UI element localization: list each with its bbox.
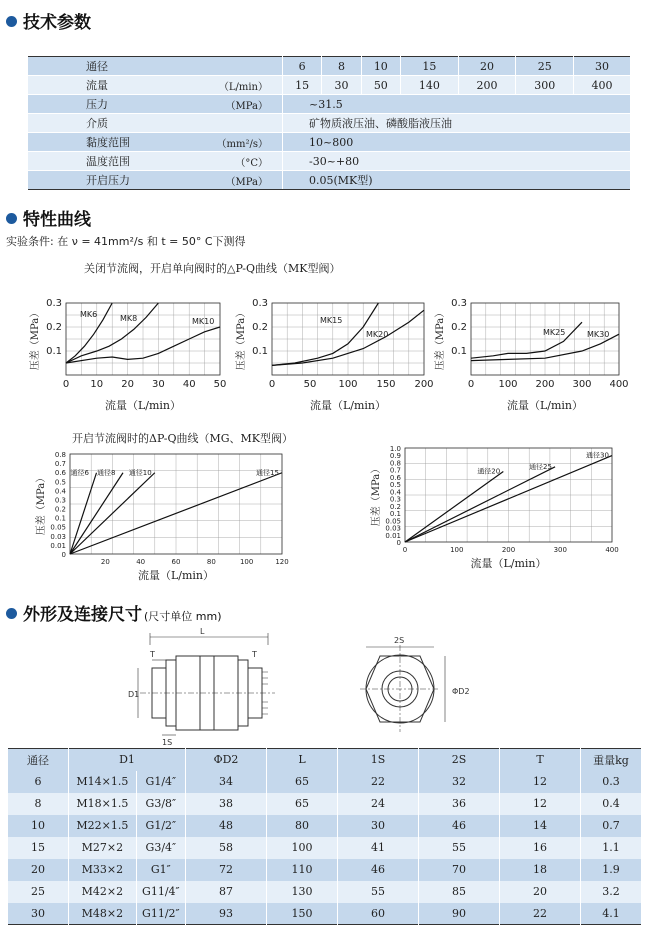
dims-cell: 85: [419, 881, 500, 903]
x-tick-label: 20: [121, 379, 134, 390]
spec-value: 6: [283, 57, 322, 76]
x-tick-label: 100: [239, 558, 254, 566]
spec-value: 0.05(MK型): [283, 171, 631, 190]
spec-value: 50: [361, 76, 400, 95]
dims-cell: 0.4: [581, 793, 642, 815]
label-t-left: T: [150, 650, 155, 659]
dims-cell: 32: [419, 771, 500, 793]
spec-unit: （MPa）: [196, 95, 283, 114]
y-tick-label: 0.1: [389, 510, 401, 519]
series-label: 通径8: [97, 468, 116, 477]
x-tick-label: 100: [450, 546, 464, 554]
x-axis-label: 流量（L/min）: [506, 399, 584, 412]
spec-unit: （MPa）: [196, 171, 283, 190]
y-tick-label: 0.3: [54, 496, 66, 505]
dims-cell: 3.2: [581, 881, 642, 903]
y-tick-label: 0.03: [50, 532, 66, 541]
spec-label: 开启压力: [28, 171, 196, 190]
dims-cell: 48: [186, 815, 267, 837]
spec-value: 300: [516, 76, 574, 95]
y-tick-label: 0.8: [54, 451, 66, 459]
dims-cell: 0.7: [581, 815, 642, 837]
label-2s: 2S: [394, 636, 405, 645]
dims-cell: 30: [8, 903, 69, 925]
dims-cell: 22: [500, 903, 581, 925]
dims-cell: 18: [500, 859, 581, 881]
x-tick-label: 400: [605, 546, 619, 554]
y-axis-label: 压差（MPa）: [36, 472, 47, 536]
dims-cell: 100: [267, 837, 338, 859]
spec-label: 压力: [28, 95, 196, 114]
dims-row: [8, 837, 642, 859]
dims-header: 通径: [8, 749, 69, 771]
x-tick-label: 60: [171, 558, 181, 566]
x-tick-label: 300: [553, 546, 567, 554]
spec-value: ~31.5: [283, 95, 631, 114]
spec-value: 25: [516, 57, 574, 76]
y-tick-label: 0.3: [252, 298, 268, 309]
y-tick-label: 0.01: [385, 531, 401, 540]
x-tick-label: 300: [572, 379, 592, 390]
x-tick-label: 100: [498, 379, 518, 390]
y-tick-label: 0.2: [252, 322, 268, 333]
spec-value: 10~800: [283, 133, 631, 152]
chart-caption-2: 开启节流阀时的ΔP-Q曲线（MG、MK型阀）: [72, 432, 294, 445]
x-tick-label: 200: [501, 546, 516, 554]
dims-cell: 70: [419, 859, 500, 881]
section-title-dims: 外形及连接尺寸 (尺寸单位 mm): [6, 600, 222, 625]
dims-cell: 10: [8, 815, 69, 837]
dims-cell: G3/4″: [136, 837, 185, 859]
dims-table: [8, 748, 642, 925]
y-tick-label: 0.4: [389, 488, 401, 497]
y-tick-label: 0.3: [46, 298, 62, 309]
dims-header: 2S: [419, 749, 500, 771]
y-tick-label: 0.7: [54, 460, 66, 469]
x-tick-label: 120: [275, 558, 289, 566]
series-label: MK8: [120, 314, 138, 323]
spec-label: 温度范围: [28, 152, 196, 171]
spec-label: 黏度范围: [28, 133, 196, 152]
x-tick-label: 10: [90, 379, 104, 390]
dims-cell: G3/8″: [136, 793, 185, 815]
dims-cell: M48×2: [69, 903, 137, 925]
dims-cell: 55: [338, 881, 419, 903]
dims-cell: G1/4″: [136, 771, 185, 793]
dims-cell: 46: [419, 815, 500, 837]
dims-cell: 65: [267, 771, 338, 793]
spec-value: 15: [283, 76, 322, 95]
y-tick-label: 1.0: [389, 445, 401, 453]
y-tick-label: 0.4: [54, 487, 66, 496]
y-tick-label: 0.7: [389, 466, 401, 475]
y-tick-label: 0.2: [46, 322, 62, 333]
spec-value: 15: [400, 57, 458, 76]
y-tick-label: 0.3: [389, 495, 401, 504]
x-tick-label: 0: [467, 379, 475, 390]
dims-cell: 58: [186, 837, 267, 859]
label-d2: ΦD2: [452, 687, 470, 696]
y-tick-label: 0.8: [389, 459, 401, 468]
dims-cell: 16: [500, 837, 581, 859]
spec-unit: （L/min）: [196, 76, 283, 95]
dims-cell: M14×1.5: [69, 771, 137, 793]
y-tick-label: 0.6: [54, 469, 66, 478]
spec-value: 140: [400, 76, 458, 95]
series-label: MK15: [320, 316, 343, 325]
x-tick-label: 150: [376, 379, 396, 390]
dims-cell: 150: [267, 903, 338, 925]
label-l: L: [200, 627, 205, 636]
x-axis-label: 流量（L/min）: [104, 399, 182, 412]
y-tick-label: 0.2: [54, 505, 66, 514]
spec-value: 400: [574, 76, 630, 95]
series-label: MK20: [366, 330, 389, 339]
label-d1: D1: [128, 690, 140, 699]
series-label: MK25: [543, 328, 566, 337]
y-tick-label: 0.1: [54, 514, 66, 523]
x-tick-label: 0: [402, 546, 408, 554]
dims-cell: M42×2: [69, 881, 137, 903]
dims-header: 重量kg: [581, 749, 642, 771]
chart-caption-1: 关闭节流阀，开启单向阀时的△P-Q曲线（MK型阀）: [84, 262, 341, 275]
dims-cell: 90: [419, 903, 500, 925]
dims-cell: 110: [267, 859, 338, 881]
y-axis-label: 压差（MPa）: [30, 307, 41, 371]
series-label: 通径25: [529, 462, 552, 471]
dims-cell: 65: [267, 793, 338, 815]
dims-cell: 30: [338, 815, 419, 837]
dims-cell: 24: [338, 793, 419, 815]
x-tick-label: 0: [62, 379, 70, 390]
y-tick-label: 0.3: [451, 298, 467, 309]
dims-cell: 8: [8, 793, 69, 815]
spec-value: 10: [361, 57, 400, 76]
spec-value: 8: [322, 57, 361, 76]
dims-row: [8, 771, 642, 793]
y-tick-label: 0.2: [451, 322, 467, 333]
dims-header: ΦD2: [186, 749, 267, 771]
dims-cell: G1″: [136, 859, 185, 881]
dims-cell: 93: [186, 903, 267, 925]
y-tick-label: 0.5: [389, 481, 401, 490]
dims-row: [8, 815, 642, 837]
y-tick-label: 0.1: [252, 346, 268, 357]
dims-row: [8, 903, 642, 925]
y-axis-label: 压差（MPa）: [236, 307, 247, 371]
x-tick-label: 400: [609, 379, 629, 390]
y-tick-label: 0.2: [389, 502, 401, 511]
dims-cell: G11/2″: [136, 903, 185, 925]
x-tick-label: 0: [268, 379, 276, 390]
y-axis-label: 压差（MPa）: [371, 463, 382, 527]
spec-value: 200: [458, 76, 516, 95]
series-label: 通径10: [128, 468, 152, 477]
y-tick-label: 0.05: [50, 523, 66, 532]
dims-header: T: [500, 749, 581, 771]
dims-cell: 1.1: [581, 837, 642, 859]
x-tick-label: 40: [136, 558, 146, 566]
dims-cell: 55: [419, 837, 500, 859]
spec-label: 流量: [28, 76, 196, 95]
dims-cell: 60: [338, 903, 419, 925]
y-tick-label: 0.6: [389, 473, 401, 482]
dims-cell: 15: [8, 837, 69, 859]
dims-cell: 130: [267, 881, 338, 903]
y-tick-label: 0.01: [50, 541, 66, 550]
dims-cell: 46: [338, 859, 419, 881]
section-title-curve: 特性曲线: [6, 205, 91, 230]
x-tick-label: 50: [303, 379, 317, 390]
dims-cell: 1.9: [581, 859, 642, 881]
series-label: 通径20: [477, 467, 501, 476]
dims-cell: 41: [338, 837, 419, 859]
dims-cell: M33×2: [69, 859, 137, 881]
dims-header: D1: [69, 749, 186, 771]
dims-cell: 12: [500, 793, 581, 815]
dims-cell: M27×2: [69, 837, 137, 859]
y-tick-label: 0: [396, 539, 401, 547]
x-axis-label: 流量（L/min）: [309, 399, 387, 412]
spec-value: -30~+80: [283, 152, 631, 171]
dims-header: 1S: [338, 749, 419, 771]
dims-cell: 72: [186, 859, 267, 881]
spec-value: 20: [458, 57, 516, 76]
y-tick-label: 0.05: [385, 517, 401, 526]
dims-cell: 0.3: [581, 771, 642, 793]
x-axis-label: 流量（L/min）: [137, 569, 215, 582]
x-tick-label: 20: [100, 558, 110, 566]
series-label: MK6: [80, 310, 98, 319]
dims-cell: G11/4″: [136, 881, 185, 903]
dims-cell: M18×1.5: [69, 793, 137, 815]
section-title-tech: 技术参数: [6, 8, 91, 33]
dims-cell: 34: [186, 771, 267, 793]
series-label: 通径30: [586, 451, 609, 460]
dims-cell: 4.1: [581, 903, 642, 925]
dims-row: [8, 859, 642, 881]
dims-row: [8, 881, 642, 903]
spec-unit: （mm²/s）: [196, 133, 283, 152]
spec-unit: （°C）: [196, 152, 283, 171]
x-tick-label: 30: [152, 379, 165, 390]
y-tick-label: 0.5: [54, 478, 66, 487]
series-label: MK30: [587, 330, 610, 339]
label-1s: 1S: [162, 738, 173, 747]
y-tick-label: 0.1: [451, 346, 467, 357]
dims-cell: 38: [186, 793, 267, 815]
spec-value: 30: [574, 57, 630, 76]
dims-cell: 25: [8, 881, 69, 903]
x-tick-label: 80: [206, 558, 216, 566]
dims-cell: 20: [8, 859, 69, 881]
y-tick-label: 0: [61, 551, 66, 559]
y-tick-label: 0.1: [46, 346, 62, 357]
y-tick-label: 0.9: [389, 452, 401, 461]
spec-label: 介质: [28, 114, 196, 133]
dims-cell: 36: [419, 793, 500, 815]
x-tick-label: 50: [213, 379, 227, 390]
dims-cell: 80: [267, 815, 338, 837]
dims-cell: 87: [186, 881, 267, 903]
x-tick-label: 200: [414, 379, 434, 390]
y-axis-label: 压差（MPa）: [435, 307, 446, 371]
dims-cell: 6: [8, 771, 69, 793]
dims-cell: 22: [338, 771, 419, 793]
spec-value: 矿物质液压油、磷酸脂液压油: [283, 114, 631, 133]
x-axis-label: 流量（L/min）: [470, 557, 547, 570]
x-tick-label: 200: [535, 379, 555, 390]
dims-row: [8, 793, 642, 815]
dims-cell: M22×1.5: [69, 815, 137, 837]
x-tick-label: 100: [338, 379, 358, 390]
spec-value: 30: [322, 76, 361, 95]
series-label: MK10: [192, 317, 215, 326]
dims-cell: G1/2″: [136, 815, 185, 837]
x-tick-label: 40: [182, 379, 196, 390]
dims-cell: 20: [500, 881, 581, 903]
y-tick-label: 0.03: [385, 524, 401, 533]
series-label: 通径15: [256, 468, 279, 477]
dims-cell: 14: [500, 815, 581, 837]
test-condition: 实验条件: 在 ν = 41mm²/s 和 t = 50° C下测得: [6, 235, 246, 248]
dims-header: L: [267, 749, 338, 771]
series-label: 通径6: [70, 468, 89, 477]
label-t-right: T: [252, 650, 257, 659]
spec-label: 通径: [28, 57, 196, 76]
dims-cell: 12: [500, 771, 581, 793]
